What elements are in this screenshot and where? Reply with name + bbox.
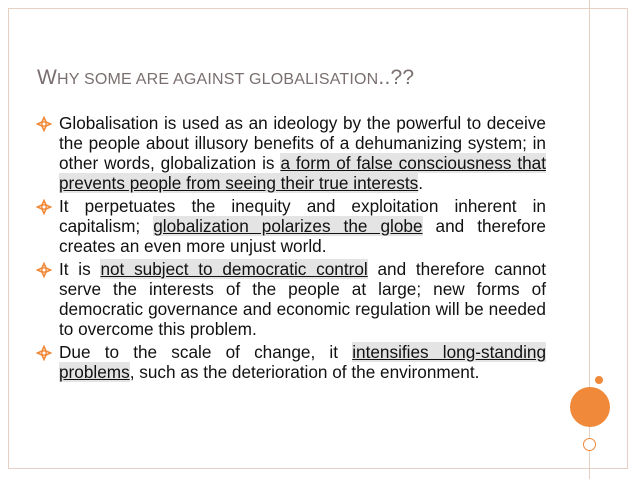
decorative-ring-circle bbox=[583, 438, 596, 451]
bullet-icon bbox=[36, 345, 52, 361]
slide-title bbox=[37, 66, 414, 90]
decorative-vertical-line bbox=[589, 0, 590, 387]
bullet-text bbox=[59, 113, 546, 193]
list-item bbox=[36, 259, 546, 339]
decorative-vertical-line bbox=[589, 427, 590, 438]
highlighted-phrase: intensifies long-standing problems bbox=[59, 342, 547, 382]
bullet-icon bbox=[36, 199, 52, 215]
bullet-text-segment: It is bbox=[59, 259, 101, 279]
bullet-text-segment: Due to the scale of change, it bbox=[59, 342, 353, 362]
highlighted-phrase: globalization polarizes the globe bbox=[153, 216, 423, 236]
bullet-text-segment: Globalisation is used as an ideology by the powerful to deceive the people about illusory benefits of a dehumanizing system; in other words, globalization is bbox=[59, 113, 546, 173]
decorative-small-circle bbox=[595, 376, 603, 384]
decorative-large-circle bbox=[570, 387, 610, 427]
bullet-list bbox=[36, 113, 546, 385]
bullet-icon bbox=[36, 262, 52, 278]
list-item bbox=[36, 342, 546, 382]
slide-title-main: HY SOME ARE AGAINST GLOBALISATION bbox=[57, 71, 379, 88]
highlighted-phrase: a form of false consciousness that prevents people from seeing their true interests bbox=[59, 153, 546, 193]
decorative-vertical-line bbox=[589, 451, 590, 479]
slide-title-initial: W bbox=[37, 66, 58, 89]
highlighted-phrase: not subject to democratic control bbox=[100, 259, 368, 279]
bullet-text-segment: and therefore cannot serve the interests of the people at large; new forms of democratic governance and economic regulation will be needed to overcome this problem. bbox=[59, 259, 546, 339]
bullet-text bbox=[59, 196, 546, 256]
bullet-icon bbox=[36, 116, 52, 132]
slide-title-suffix: ..?? bbox=[378, 66, 415, 89]
bullet-text-segment: It perpetuates the inequity and exploitation inherent in capitalism; bbox=[59, 196, 546, 236]
bullet-text-segment: . bbox=[418, 173, 423, 193]
bullet-text-segment: , such as the deterioration of the environment. bbox=[129, 362, 480, 382]
bullet-text bbox=[59, 259, 546, 339]
bullet-text-segment: and therefore creates an even more unjust world. bbox=[59, 216, 546, 256]
list-item bbox=[36, 196, 546, 256]
list-item bbox=[36, 113, 546, 193]
bullet-text bbox=[59, 342, 546, 382]
